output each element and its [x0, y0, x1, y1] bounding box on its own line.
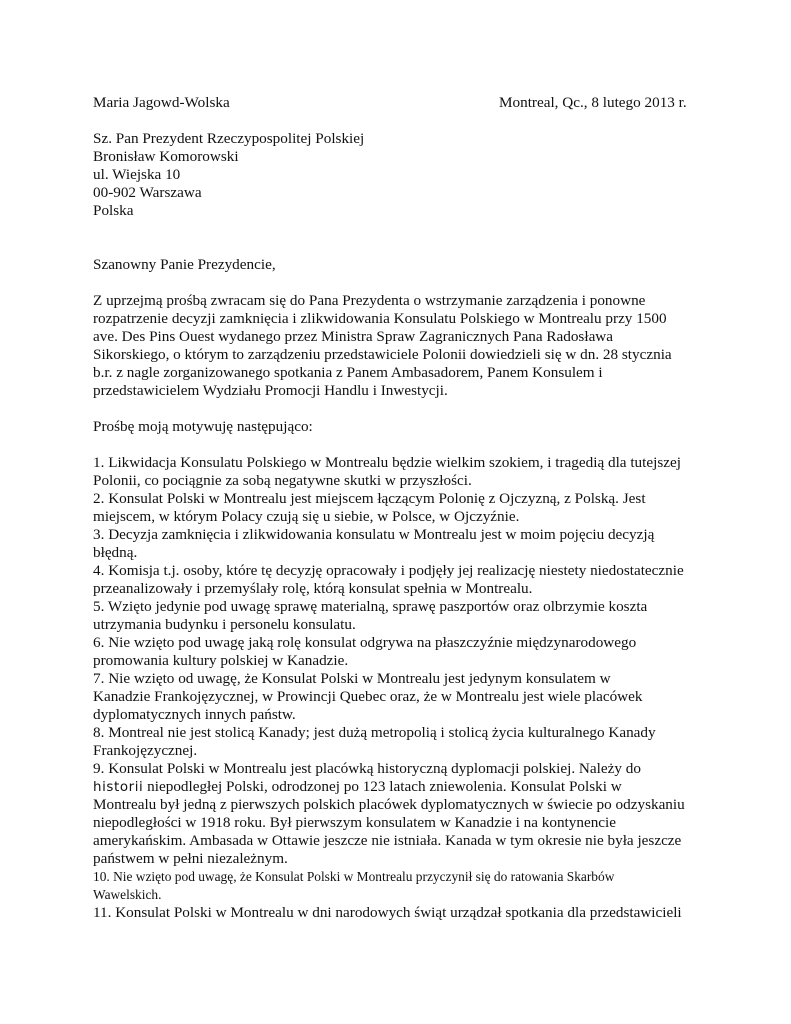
point-9-line: 9. Konsulat Polski w Montrealu jest placówką historyczną dyplomacji polskiej. Należy do: [93, 760, 641, 777]
point-9-line: państwem w pełni niezależnym.: [93, 850, 288, 867]
point-7-line: dyplomatycznych innych państw.: [93, 706, 296, 723]
recipient-line: Sz. Pan Prezydent Rzeczypospolitej Polskiej: [93, 130, 365, 147]
recipient-line: Bronisław Komorowski: [93, 148, 239, 165]
intro-line: b.r. z nagle zorganizowanego spotkania z Panem Ambasadorem, Panem Konsulem i: [93, 364, 603, 381]
intro-line: Z uprzejmą prośbą zwracam się do Pana Prezydenta o wstrzymanie zarządzenia i ponowne: [93, 292, 646, 309]
point-3-line: błędną.: [93, 544, 138, 561]
salutation: Szanowny Panie Prezydencie,: [93, 256, 276, 273]
sender-name: Maria Jagowd-Wolska: [93, 94, 230, 111]
point-7-line: 7. Nie wzięto od uwagę, że Konsulat Polski w Montrealu jest jedynym konsulatem w: [93, 670, 611, 687]
point-2-line: miejscem, w którym Polacy czują się u siebie, w Polsce, w Ojczyźnie.: [93, 508, 520, 525]
point-3-line: 3. Decyzja zamknięcia i zlikwidowania konsulatu w Montrealu jest w moim pojęciu decyzją: [93, 526, 655, 543]
point-6-line: 6. Nie wzięto pod uwagę jaką rolę konsulat odgrywa na płaszczyźnie międzynarodowego: [93, 634, 637, 651]
recipient-line: 00-902 Warszawa: [93, 184, 202, 201]
point-9-line-rest: niepodległej Polski, odrodzonej po 123 latach zniewolenia. Konsulat Polski w: [143, 778, 622, 795]
point-9-line: amerykańskim. Ambasada w Ottawie jeszcze nie istniała. Kanada w tym okresie nie była jeszcze: [93, 832, 682, 849]
point-6-line: promowania kultury polskiej w Kanadzie.: [93, 652, 349, 669]
point-4-line: przeanalizowały i przemyślały rolę, którą konsulat spełnia w Montrealu.: [93, 580, 533, 597]
point-9-line: [93, 778, 622, 797]
point-1-line: 1. Likwidacja Konsulatu Polskiego w Montrealu będzie wielkim szokiem, i tragedią dla tutejszej: [93, 454, 681, 471]
intro-line: rozpatrzenie decyzji zamknięcia i zlikwidowania Konsulatu Polskiego w Montrealu przy 1500: [93, 310, 667, 327]
point-2-line: 2. Konsulat Polski w Montrealu jest miejscem łączącym Polonię z Ojczyzną, z Polską. Jest: [93, 490, 646, 507]
point-10-line: Wawelskich.: [93, 887, 162, 902]
point-9-line: niepodległości w 1918 roku. Był pierwszym konsulatem w Kanadzie i na kontynencie: [93, 814, 617, 831]
intro-line: przedstawicielem Wydziału Promocji Handlu i Inwestycji.: [93, 382, 448, 399]
intro-line: ave. Des Pins Ouest wydanego przez Ministra Spraw Zagranicznych Pana Radosława: [93, 328, 614, 345]
point-11-line: 11. Konsulat Polski w Montrealu w dni narodowych świąt urządzał spotkania dla przedstawicieli: [93, 904, 682, 921]
motivation-heading: Prośbę moją motywuję następująco:: [93, 418, 313, 435]
point-9-line: Montrealu był jedną z pierwszych polskich placówek dyplomatycznych w świecie po odzyskaniu: [93, 796, 685, 813]
point-7-line: Kanadzie Frankojęzycznej, w Prowincji Quebec oraz, że w Montrealu jest wiele placówek: [93, 688, 643, 705]
point-4-line: 4. Komisja t.j. osoby, które tę decyzję opracowały i podjęły jej realizację niestety niedostatecznie: [93, 562, 684, 579]
point-8-line: 8. Montreal nie jest stolicą Kanady; jest dużą metropolią i stolicą życia kulturalnego Kanady: [93, 724, 656, 741]
point-5-line: 5. Wzięto jedynie pod uwagę sprawę materialną, sprawę paszportów oraz olbrzymie koszta: [93, 598, 648, 615]
historii-word: historii: [93, 780, 144, 795]
recipient-line: Polska: [93, 202, 134, 219]
place-date: Montreal, Qc., 8 lutego 2013 r.: [499, 94, 687, 111]
point-1-line: Polonii, co pociągnie za sobą negatywne skutki w przyszłości.: [93, 472, 472, 489]
point-10-line: 10. Nie wzięto pod uwagę, że Konsulat Polski w Montrealu przyczynił się do ratowania Skarbów: [93, 869, 615, 884]
recipient-line: ul. Wiejska 10: [93, 166, 181, 183]
point-5-line: utrzymania budynku i personelu konsulatu.: [93, 616, 356, 633]
point-8-line: Frankojęzycznej.: [93, 742, 198, 759]
intro-line: Sikorskiego, o którym to zarządzeniu przedstawiciele Polonii dowiedzieli się w dn. 28 stycznia: [93, 346, 672, 363]
